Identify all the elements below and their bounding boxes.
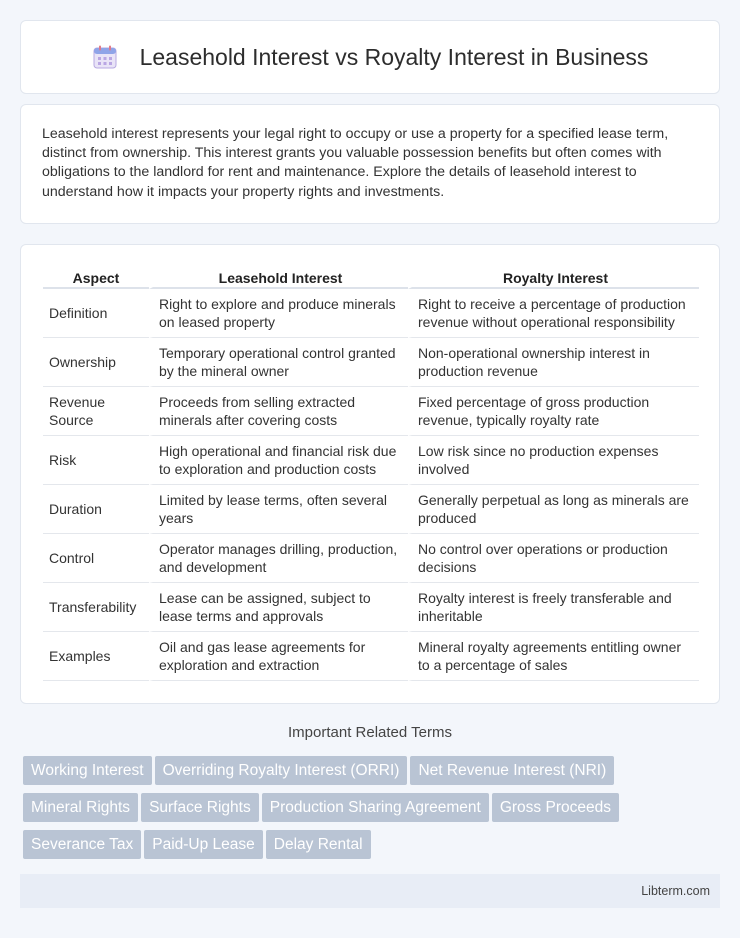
table-row — [43, 583, 699, 632]
table-row — [43, 387, 699, 436]
related-term-tag[interactable]: Mineral Rights — [23, 793, 138, 822]
related-term-tag[interactable]: Gross Proceeds — [492, 793, 619, 822]
table-row — [43, 632, 699, 681]
related-term-tag[interactable]: Surface Rights — [141, 793, 259, 822]
related-term-tag[interactable]: Production Sharing Agreement — [262, 793, 489, 822]
royalty-cell: Low risk since no production expenses involved — [408, 436, 699, 485]
footer-brand-link[interactable]: Libterm.com — [641, 884, 710, 898]
royalty-cell: Generally perpetual as long as minerals are produced — [408, 485, 699, 534]
leasehold-cell: High operational and financial risk due to exploration and production costs — [149, 436, 408, 485]
aspect-cell: Transferability — [43, 583, 149, 632]
related-term-tag[interactable]: Net Revenue Interest (NRI) — [410, 756, 614, 785]
aspect-cell: Risk — [43, 436, 149, 485]
leasehold-cell: Oil and gas lease agreements for exploration and extraction — [149, 632, 408, 681]
footer — [20, 874, 720, 908]
table-header-row — [43, 263, 699, 289]
royalty-cell: Mineral royalty agreements entitling owner to a percentage of sales — [408, 632, 699, 681]
related-term-tag[interactable]: Severance Tax — [23, 830, 141, 859]
leasehold-cell: Limited by lease terms, often several years — [149, 485, 408, 534]
aspect-cell: Duration — [43, 485, 149, 534]
table-row — [43, 436, 699, 485]
royalty-cell: Fixed percentage of gross production revenue, typically royalty rate — [408, 387, 699, 436]
related-terms-title: Important Related Terms — [288, 724, 452, 741]
leasehold-cell: Right to explore and produce minerals on leased property — [149, 289, 408, 338]
comparison-table — [43, 263, 699, 681]
leasehold-cell: Lease can be assigned, subject to lease terms and approvals — [149, 583, 408, 632]
table-row — [43, 338, 699, 387]
leasehold-cell: Proceeds from selling extracted minerals after covering costs — [149, 387, 408, 436]
aspect-cell: Control — [43, 534, 149, 583]
royalty-cell: Non-operational ownership interest in production revenue — [408, 338, 699, 387]
calendar-icon — [92, 44, 118, 70]
royalty-cell: No control over operations or production decisions — [408, 534, 699, 583]
header-aspect: Aspect — [43, 263, 149, 289]
intro-card — [20, 104, 720, 224]
aspect-cell: Ownership — [43, 338, 149, 387]
header-leasehold: Leasehold Interest — [149, 263, 408, 289]
header-royalty: Royalty Interest — [408, 263, 699, 289]
royalty-cell: Royalty interest is freely transferable and inheritable — [408, 583, 699, 632]
intro-text: Leasehold interest represents your legal right to occupy or use a property for a specified lease term, distinct from ownership. This interest grants you valuable possession benefits but often comes with obligations to the landlord for rent and maintenance. Explore the details of leasehold interest to understand how it impacts your property rights and investments. — [42, 126, 669, 200]
royalty-cell: Right to receive a percentage of production revenue without operational responsibility — [408, 289, 699, 338]
header-card — [20, 20, 720, 94]
aspect-cell: Revenue Source — [43, 387, 149, 436]
related-term-tag[interactable]: Working Interest — [23, 756, 152, 785]
related-terms-list — [23, 756, 723, 867]
page-title: Leasehold Interest vs Royalty Interest in Business — [139, 43, 649, 70]
related-term-tag[interactable]: Delay Rental — [266, 830, 371, 859]
related-term-tag[interactable]: Paid-Up Lease — [144, 830, 263, 859]
table-row — [43, 289, 699, 338]
comparison-table-card — [20, 244, 720, 704]
related-term-tag[interactable]: Overriding Royalty Interest (ORRI) — [155, 756, 408, 785]
table-row — [43, 534, 699, 583]
aspect-cell: Examples — [43, 632, 149, 681]
leasehold-cell: Operator manages drilling, production, and development — [149, 534, 408, 583]
leasehold-cell: Temporary operational control granted by the mineral owner — [149, 338, 408, 387]
aspect-cell: Definition — [43, 289, 149, 338]
table-row — [43, 485, 699, 534]
